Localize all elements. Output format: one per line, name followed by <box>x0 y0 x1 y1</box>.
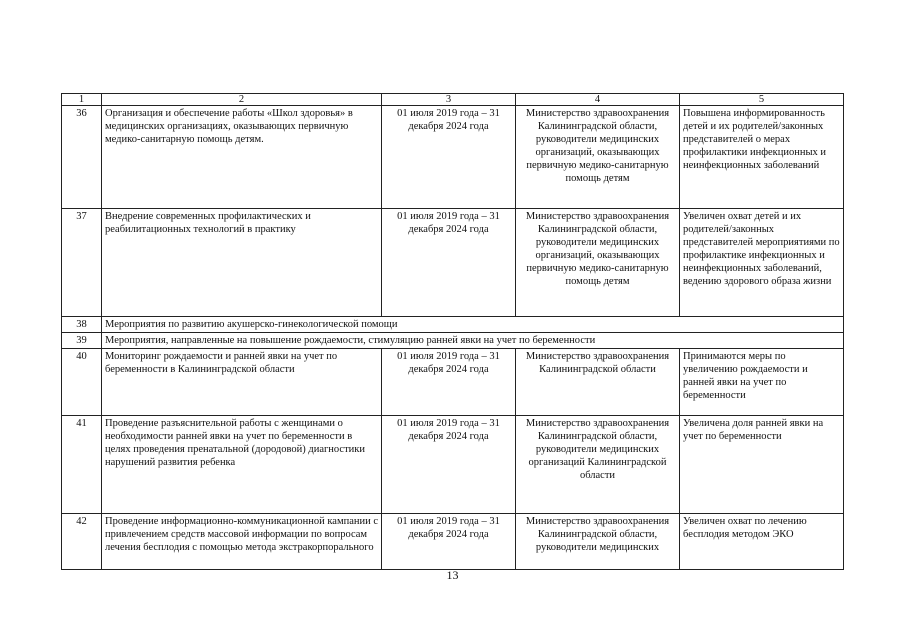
table-row <box>62 106 844 209</box>
result-cell: Принимаются меры по увеличению рождаемости и ранней явки на учет по беременности <box>680 349 844 416</box>
row-number: 39 <box>62 333 102 349</box>
page-number: 13 <box>446 568 459 582</box>
section-title: Мероприятия по развитию акушерско-гинекологической помощи <box>102 317 844 333</box>
column-header: 5 <box>680 94 844 106</box>
column-header: 2 <box>102 94 382 106</box>
result-cell: Увеличен охват детей и их родителей/законных представителей мероприятиями по профилактике инфекционных и неинфекционных заболеваний, ведению здорового образа жизни <box>680 209 844 317</box>
period-cell: 01 июля 2019 года – 31 декабря 2024 года <box>382 514 516 570</box>
result-cell: Увеличена доля ранней явки на учет по беременности <box>680 416 844 514</box>
row-number: 41 <box>62 416 102 514</box>
period-cell: 01 июля 2019 года – 31 декабря 2024 года <box>382 106 516 209</box>
event-cell: Мониторинг рождаемости и ранней явки на учет по беременности в Калининградской области <box>102 349 382 416</box>
row-number: 36 <box>62 106 102 209</box>
period-cell: 01 июля 2019 года – 31 декабря 2024 года <box>382 349 516 416</box>
table-header-row <box>62 94 844 106</box>
period-cell: 01 июля 2019 года – 31 декабря 2024 года <box>382 416 516 514</box>
row-number: 38 <box>62 317 102 333</box>
section-title: Мероприятия, направленные на повышение рождаемости, стимуляцию ранней явки на учет по беременности <box>102 333 844 349</box>
row-number: 42 <box>62 514 102 570</box>
responsible-cell: Министерство здравоохранения Калининградской области, руководители медицинских <box>516 514 680 570</box>
event-cell: Проведение информационно-коммуникационной кампании с привлечением средств массовой информации по вопросам лечения бесплодия с помощью метода экстракорпорального <box>102 514 382 570</box>
responsible-cell: Министерство здравоохранения Калининградской области, руководители медицинских организаций, оказывающих первичную медико-санитарную помощь детям <box>516 106 680 209</box>
responsible-cell: Министерство здравоохранения Калининградской области, руководители медицинских организаций Калининградской области <box>516 416 680 514</box>
table-row <box>62 416 844 514</box>
result-cell: Увеличен охват по лечению бесплодия методом ЭКО <box>680 514 844 570</box>
period-cell: 01 июля 2019 года – 31 декабря 2024 года <box>382 209 516 317</box>
table-row <box>62 209 844 317</box>
section-row <box>62 317 844 333</box>
column-header: 4 <box>516 94 680 106</box>
responsible-cell: Министерство здравоохранения Калининградской области, руководители медицинских организаций, оказывающих первичную медико-санитарную помощь детям <box>516 209 680 317</box>
result-cell: Повышена информированность детей и их родителей/законных представителей о мерах профилактики инфекционных и неинфекционных заболеваний <box>680 106 844 209</box>
row-number: 40 <box>62 349 102 416</box>
column-header: 1 <box>62 94 102 106</box>
event-cell: Внедрение современных профилактических и реабилитационных технологий в практику <box>102 209 382 317</box>
event-cell: Проведение разъяснительной работы с женщинами о необходимости ранней явки на учет по беременности в целях проведения пренатальной (дородовой) диагностики нарушений развития ребенка <box>102 416 382 514</box>
measures-table <box>61 93 844 570</box>
table-row <box>62 514 844 570</box>
table-row <box>62 349 844 416</box>
section-row <box>62 333 844 349</box>
row-number: 37 <box>62 209 102 317</box>
responsible-cell: Министерство здравоохранения Калининградской области <box>516 349 680 416</box>
event-cell: Организация и обеспечение работы «Школ здоровья» в медицинских организациях, оказывающих первичную медико-санитарную помощь детям. <box>102 106 382 209</box>
column-header: 3 <box>382 94 516 106</box>
